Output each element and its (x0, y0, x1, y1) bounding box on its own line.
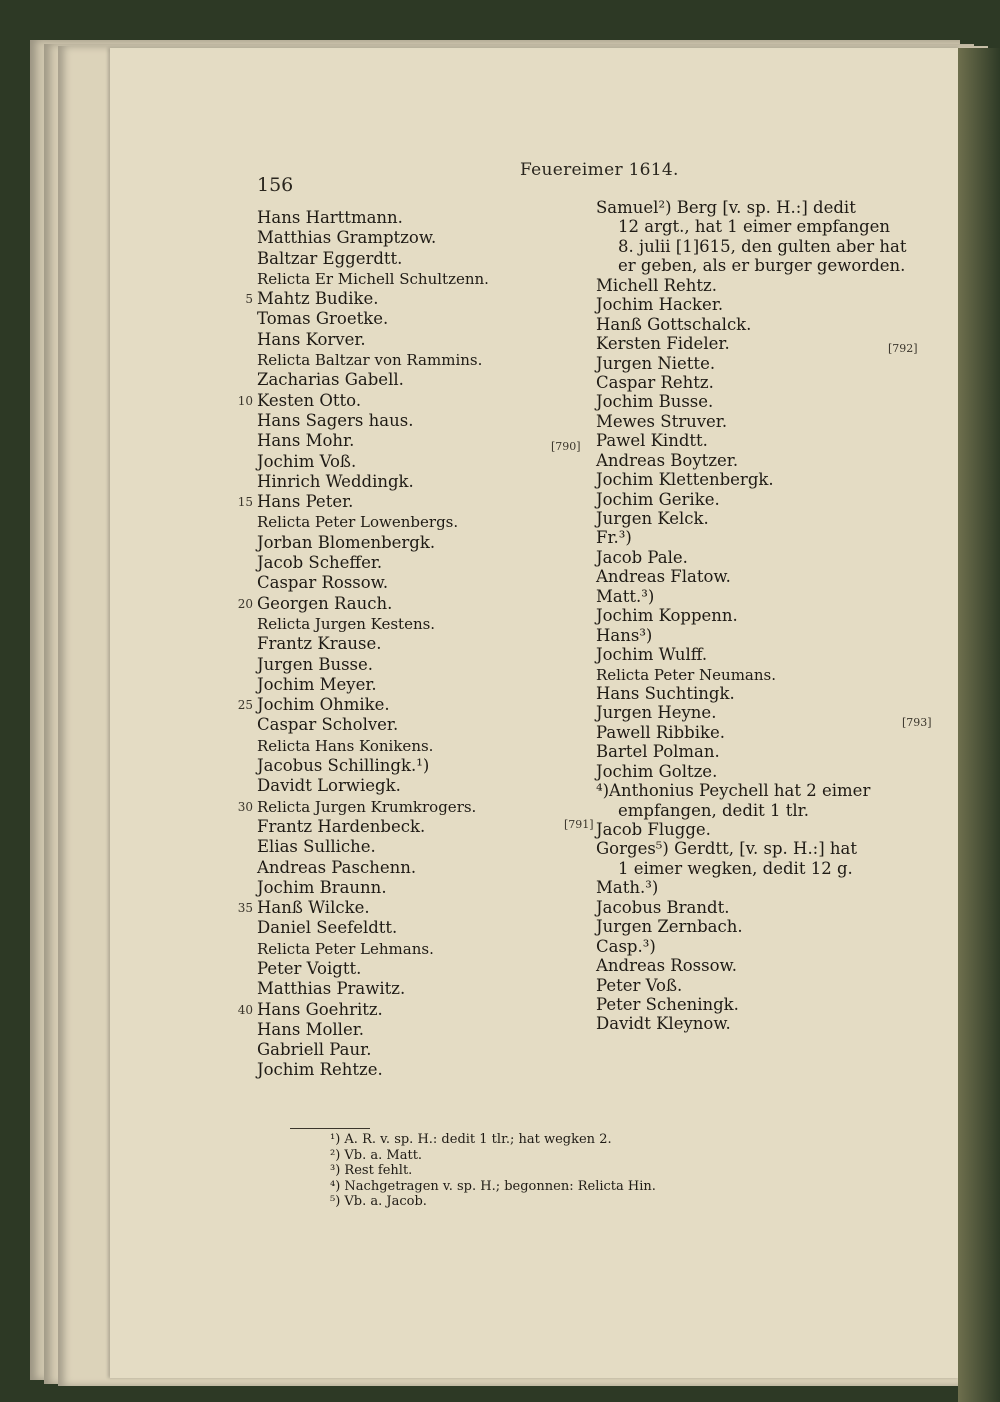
left-entry (237, 593, 577, 614)
entry-text: Hans Mohr. (257, 431, 355, 451)
right-entry (596, 315, 936, 334)
entry-text: Davidt Kleynow. (596, 1014, 731, 1034)
entry-text: Jacob Scheffer. (257, 553, 383, 573)
right-entry (596, 801, 936, 820)
right-entry (596, 392, 936, 411)
entry-text: Jochim Hacker. (596, 295, 724, 315)
entry-text: Jurgen Kelck. (596, 509, 709, 528)
line-number: 5 (245, 292, 253, 307)
left-entry (237, 898, 577, 918)
entry-text: Jacobus Brandt. (596, 897, 730, 917)
entry-text: Hans Suchtingk. (596, 683, 735, 703)
entry-text: Matthias Prawitz. (257, 979, 406, 999)
entry-text: Jacob Pale. (596, 547, 688, 567)
entry-text: Andreas Paschenn. (257, 857, 417, 877)
right-entry (596, 217, 936, 236)
left-entry (257, 452, 577, 472)
entry-text: Frantz Hardenbeck. (257, 816, 426, 836)
entry-text: Jurgen Busse. (257, 654, 374, 674)
left-entry (257, 228, 577, 248)
left-entry (257, 1060, 577, 1080)
entry-text: Caspar Rehtz. (596, 372, 714, 392)
left-entry (257, 350, 577, 370)
right-entry (596, 548, 936, 567)
right-entry (596, 354, 936, 373)
right-entry (596, 878, 936, 897)
entry-text: Jochim Gerike. (596, 489, 720, 509)
right-entry (596, 237, 936, 256)
right-entry (596, 645, 936, 664)
entry-text: ⁴)Anthonius Peychell hat 2 eimer (596, 781, 871, 801)
left-entry (257, 411, 577, 431)
left-entry (257, 776, 577, 796)
left-entry (257, 330, 577, 350)
line-number: 20 (237, 596, 253, 611)
footnote: ¹) A. R. v. sp. H.: dedit 1 tlr.; hat wegken 2. (330, 1132, 612, 1147)
right-entry (596, 917, 936, 936)
entry-text: Andreas Flatow. (596, 567, 731, 587)
entry-text: Jochim Goltze. (596, 761, 718, 781)
right-entry (596, 198, 936, 217)
entry-text: Kesten Otto. (257, 390, 362, 410)
right-entry (596, 490, 936, 509)
left-entry (257, 918, 577, 938)
entry-text: Jurgen Niette. (596, 353, 716, 373)
left-entry (257, 878, 577, 898)
entry-text: Relicta Baltzar von Rammins. (257, 351, 483, 370)
left-entry (257, 939, 577, 959)
right-entry (596, 937, 936, 956)
entry-text: Relicta Peter Lehmans. (257, 939, 434, 958)
entry-text: Relicta Er Michell Schultzenn. (257, 269, 489, 288)
right-entry (596, 528, 936, 547)
entry-text: empfangen, dedit 1 tlr. (618, 800, 809, 820)
left-entry (257, 655, 577, 675)
right-entry (596, 781, 936, 800)
left-entry (237, 390, 577, 411)
entry-text: 12 argt., hat 1 eimer empfangen (618, 217, 891, 237)
page-number: 156 (257, 174, 294, 196)
entry-text: Peter Voigtt. (257, 958, 362, 978)
right-entry (596, 820, 936, 839)
entry-text: Matthias Gramptzow. (257, 228, 437, 248)
left-column (237, 208, 577, 1081)
right-entry (596, 470, 936, 489)
right-entry (596, 723, 936, 742)
entry-text: Andreas Boytzer. (596, 450, 739, 470)
entry-text: Math.³) (596, 878, 659, 898)
left-entry (237, 797, 577, 817)
entry-text: Hans Goehritz. (257, 999, 383, 1019)
entry-text: Mewes Struver. (596, 411, 728, 431)
footnotes (330, 1132, 656, 1210)
running-head: Feuereimer 1614. (520, 160, 679, 180)
entry-text: Pawell Ribbike. (596, 722, 725, 742)
entry-text: Andreas Rossow. (596, 956, 737, 976)
entry-text: Jochim Ohmike. (257, 695, 390, 715)
entry-text: Jochim Wulff. (596, 645, 708, 665)
entry-text: Mahtz Budike. (257, 289, 379, 309)
left-entry (257, 715, 577, 735)
entry-text: Hinrich Weddingk. (257, 471, 414, 491)
left-entry (257, 431, 577, 451)
left-entry (257, 634, 577, 654)
left-entry (257, 979, 577, 999)
entry-text: Jochim Meyer. (257, 674, 377, 694)
entry-text: Hanß Gottschalck. (596, 314, 752, 334)
entry-text: Davidt Lorwiegk. (257, 776, 401, 796)
left-entry (257, 675, 577, 695)
page-marker-791: [791] (564, 818, 594, 831)
entry-text: Matt.³) (596, 586, 655, 606)
entry-text: Bartel Polman. (596, 742, 720, 762)
right-entry (596, 587, 936, 606)
right-entry (596, 742, 936, 761)
entry-text: Hans Korver. (257, 329, 366, 349)
right-entry (596, 956, 936, 975)
left-entry (257, 1040, 577, 1060)
right-entry (596, 898, 936, 917)
entry-text: Jochim Rehtze. (257, 1060, 383, 1080)
left-entry (257, 553, 577, 573)
left-entry (237, 695, 577, 715)
left-entry (257, 837, 577, 857)
line-number: 25 (237, 698, 253, 713)
footnote: ⁵) Vb. a. Jacob. (330, 1194, 427, 1209)
entry-text: Jochim Voß. (257, 451, 357, 471)
right-entry (596, 276, 936, 295)
entry-text: Peter Scheningk. (596, 994, 739, 1014)
entry-text: Fr.³) (596, 528, 632, 548)
entry-text: 1 eimer wegken, dedit 12 g. (618, 858, 853, 878)
line-number: 15 (237, 495, 253, 510)
right-entry (596, 762, 936, 781)
entry-text: Tomas Groetke. (257, 309, 389, 329)
left-entry (245, 289, 577, 309)
left-entry (257, 472, 577, 492)
right-entry (596, 412, 936, 431)
entry-text: Jochim Klettenbergk. (596, 470, 774, 490)
entry-text: Hans³) (596, 625, 653, 645)
line-number: 35 (237, 901, 253, 916)
left-entry (257, 533, 577, 553)
entry-text: Baltzar Eggerdtt. (257, 248, 403, 268)
entry-text: Samuel²) Berg [v. sp. H.:] dedit (596, 198, 856, 217)
line-number: 40 (237, 1002, 253, 1017)
right-entry (596, 859, 936, 878)
left-entry (257, 573, 577, 593)
page-marker-792: [792] (888, 342, 918, 355)
entry-text: Hanß Wilcke. (257, 898, 370, 918)
entry-text: Relicta Peter Neumans. (596, 665, 776, 684)
entry-text: Michell Rehtz. (596, 275, 717, 295)
left-entry (257, 858, 577, 878)
line-number: 30 (237, 799, 253, 814)
entry-text: Hans Moller. (257, 1019, 365, 1039)
entry-text: Jochim Koppenn. (596, 606, 738, 626)
right-entry (596, 976, 936, 995)
entry-text: Jacob Flugge. (596, 820, 711, 839)
entry-text: Jacobus Schillingk.¹) (257, 756, 430, 776)
entry-text: Caspar Scholver. (257, 715, 399, 735)
right-column (596, 198, 936, 1034)
right-entry (596, 839, 936, 858)
entry-text: Daniel Seefeldtt. (257, 918, 398, 938)
entry-text: Jorban Blomenbergk. (257, 532, 436, 552)
footnote: ⁴) Nachgetragen v. sp. H.; begonnen: Relicta Hin. (330, 1178, 656, 1194)
entry-text: 8. julii [1]615, den gulten aber hat (618, 236, 907, 256)
entry-text: Relicta Hans Konikens. (257, 736, 434, 755)
entry-text: Peter Voß. (596, 975, 683, 995)
page-marker-793: [793] (902, 716, 932, 729)
entry-text: Casp.³) (596, 936, 656, 956)
right-entry (596, 703, 936, 722)
footnote-rule (290, 1128, 370, 1129)
entry-text: Gabriell Paur. (257, 1040, 372, 1060)
left-entry (257, 817, 577, 837)
entry-text: Pawel Kindtt. (596, 431, 708, 451)
left-entry (257, 249, 577, 269)
right-entry (596, 665, 936, 684)
left-entry (257, 1020, 577, 1040)
right-entry (596, 995, 936, 1014)
entry-text: Hans Peter. (257, 492, 354, 512)
right-entry (596, 684, 936, 703)
entry-text: Caspar Rossow. (257, 573, 389, 593)
entry-text: Jochim Braunn. (257, 877, 387, 897)
left-entry (257, 370, 577, 390)
left-entry (237, 492, 577, 512)
entry-text: Kersten Fideler. (596, 334, 730, 354)
right-entry (596, 626, 936, 645)
left-entry (257, 736, 577, 756)
entry-text: Relicta Jurgen Kestens. (257, 614, 436, 633)
left-entry (237, 999, 577, 1020)
footnote: ³) Rest fehlt. (330, 1163, 413, 1178)
left-entry (257, 269, 577, 289)
entry-text: Zacharias Gabell. (257, 370, 404, 390)
right-entry (596, 256, 936, 275)
entry-text: Jurgen Zernbach. (596, 917, 743, 937)
page-marker-790: [790] (551, 440, 581, 453)
entry-text: Hans Sagers haus. (257, 410, 414, 430)
left-entry (257, 309, 577, 329)
right-entry (596, 1014, 936, 1033)
entry-text: Frantz Krause. (257, 634, 382, 654)
entry-text: Jurgen Heyne. (596, 703, 717, 723)
entry-text: Elias Sulliche. (257, 837, 376, 857)
right-entry (596, 606, 936, 625)
right-entry (596, 567, 936, 586)
right-entry (596, 451, 936, 470)
left-entry (257, 208, 577, 228)
entry-text: Hans Harttmann. (257, 208, 403, 227)
left-entry (257, 512, 577, 532)
left-entry (257, 959, 577, 979)
line-number: 10 (237, 393, 253, 408)
entry-text: Jochim Busse. (596, 392, 714, 412)
right-entry (596, 334, 936, 353)
entry-text: Relicta Peter Lowenbergs. (257, 513, 459, 532)
entry-text: er geben, als er burger geworden. (618, 256, 906, 276)
right-entry (596, 431, 936, 450)
entry-text: Gorges⁵) Gerdtt, [v. sp. H.:] hat (596, 839, 858, 859)
book-spine-edge (958, 48, 1000, 1402)
entry-text: Relicta Jurgen Krumkrogers. (257, 797, 477, 816)
left-entry (257, 756, 577, 776)
right-entry (596, 295, 936, 314)
right-entry (596, 373, 936, 392)
right-entry (596, 509, 936, 528)
left-entry (257, 614, 577, 634)
entry-text: Georgen Rauch. (257, 593, 393, 613)
footnote: ²) Vb. a. Matt. (330, 1147, 423, 1163)
